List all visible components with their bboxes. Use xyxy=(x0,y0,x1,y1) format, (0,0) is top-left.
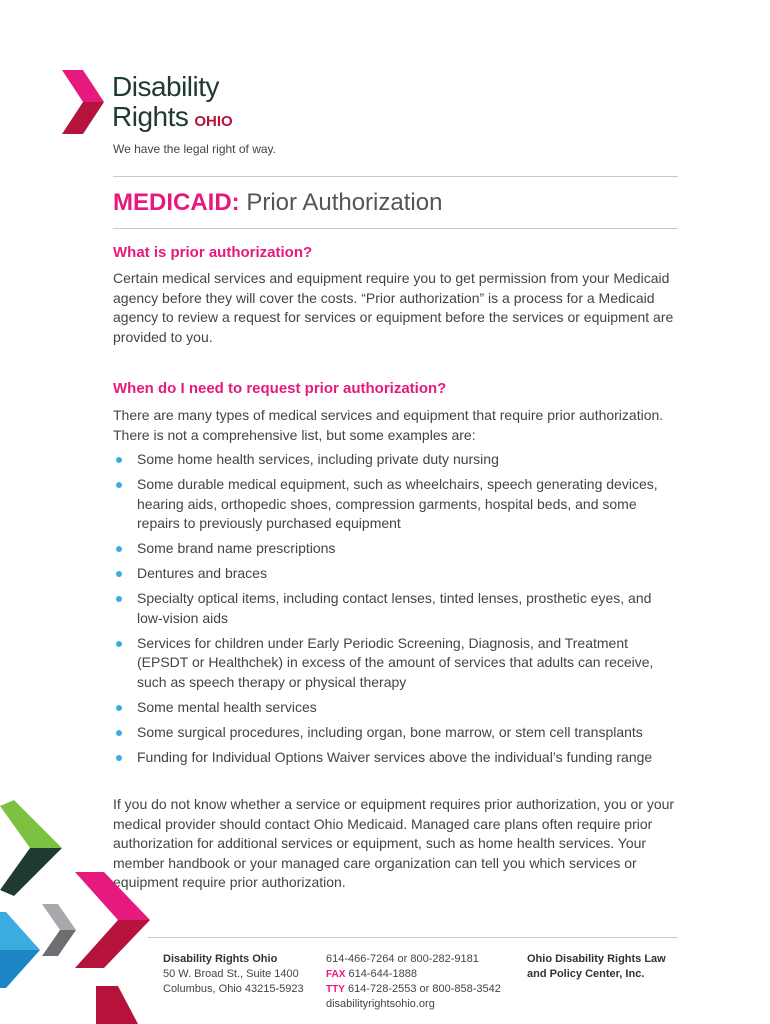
footer-address-line2: Columbus, Ohio 43215-5923 xyxy=(163,983,304,995)
list-item xyxy=(113,589,678,628)
list-item xyxy=(113,564,678,584)
section1-text: Certain medical services and equipment require you to get permission from your Medicaid agency before they will cover the costs. “Prior authorization” is a process for a Medicaid agency to review a request for services or equipment before the services or equipment are provided to you. xyxy=(113,270,674,345)
list-item-text: Funding for Individual Options Waiver services above the individual’s funding range xyxy=(137,748,653,765)
footer-org-name: Disability Rights Ohio xyxy=(163,953,278,965)
list-item xyxy=(113,539,678,559)
footer-contact xyxy=(326,952,501,1012)
list-item xyxy=(113,634,678,693)
list-item xyxy=(113,723,678,743)
logo-name-line1: Disability xyxy=(112,71,220,102)
section2-intro: There are many types of medical services and equipment that require prior authorization. There is not a comprehensive list, but some examples are: xyxy=(113,407,664,443)
fax-label: FAX xyxy=(326,969,346,980)
footer-divider xyxy=(148,937,678,938)
section2-heading: When do I need to request prior authorization? xyxy=(113,380,447,397)
bullet-icon xyxy=(116,482,122,488)
footer-address-line1: 50 W. Broad St., Suite 1400 xyxy=(163,968,299,980)
bullet-icon xyxy=(116,457,122,463)
list-item-text: Services for children under Early Periodic Screening, Diagnosis, and Treatment (EPSDT or Healthchek) in excess of the amount of services that adults can receive, such as speech therapy or physical therapy xyxy=(137,634,654,690)
tagline: We have the legal right of way. xyxy=(113,142,276,156)
bullet-icon xyxy=(116,546,122,552)
list-item-text: Some home health services, including private duty nursing xyxy=(137,451,499,467)
footer-website: disabilityrightsohio.org xyxy=(326,998,435,1010)
logo-wordmark xyxy=(112,72,233,137)
logo-name-line2: Rights xyxy=(112,101,189,132)
list-item-text: Some brand name prescriptions xyxy=(137,540,336,556)
list-item-text: Some durable medical equipment, such as wheelchairs, speech generating devices, hearing aids, orthopedic shoes, compression garments, hospital beds, and some repairs to previously purchased equipment xyxy=(137,476,658,531)
page-title xyxy=(113,189,442,217)
divider-top xyxy=(113,176,678,177)
list-item xyxy=(113,475,678,534)
bullet-icon xyxy=(116,755,122,761)
list-item xyxy=(113,748,678,768)
footer-tty: 614-728-2553 or 800-858-3542 xyxy=(344,983,501,995)
list-item-text: Dentures and braces xyxy=(137,565,267,581)
logo-chevron-icon xyxy=(62,70,104,134)
list-item-text: Some surgical procedures, including organ, bone marrow, or stem cell transplants xyxy=(137,723,643,740)
list-item-text: Some mental health services xyxy=(137,698,317,715)
title-rest: Prior Authorization xyxy=(239,189,443,216)
examples-list xyxy=(113,450,678,773)
footer-center-line1: Ohio Disability Rights Law xyxy=(527,953,666,965)
bullet-icon xyxy=(116,641,122,647)
footer-fax: 614-644-1888 xyxy=(345,968,418,980)
list-item xyxy=(113,450,678,470)
decorative-chevrons-icon xyxy=(0,800,150,1024)
logo-state: OHIO xyxy=(194,113,233,130)
title-keyword: MEDICAID: xyxy=(113,189,240,216)
section1-heading: What is prior authorization? xyxy=(113,244,313,261)
closing-paragraph: If you do not know whether a service or equipment requires prior authorization, you or your medical provider should contact Ohio Medicaid. Managed care plans often require prior authorization for additional services or equipment, such as home health services. Your member handbook or your managed care organization can tell you which services or equipment require prior authorization. xyxy=(113,796,675,890)
divider-title xyxy=(113,228,678,229)
bullet-icon xyxy=(116,596,122,602)
bullet-icon xyxy=(116,705,122,711)
footer-center-line2: and Policy Center, Inc. xyxy=(527,968,645,980)
footer-address xyxy=(163,952,304,997)
list-item xyxy=(113,698,678,718)
bullet-icon xyxy=(116,730,122,736)
footer-center xyxy=(527,952,666,982)
bullet-icon xyxy=(116,571,122,577)
list-item-text: Specialty optical items, including contact lenses, tinted lenses, prosthetic eyes, and low-vision aids xyxy=(137,590,652,626)
tty-label: TTY xyxy=(326,984,345,995)
footer-phone: 614-466-7264 or 800-282-9181 xyxy=(326,953,479,965)
